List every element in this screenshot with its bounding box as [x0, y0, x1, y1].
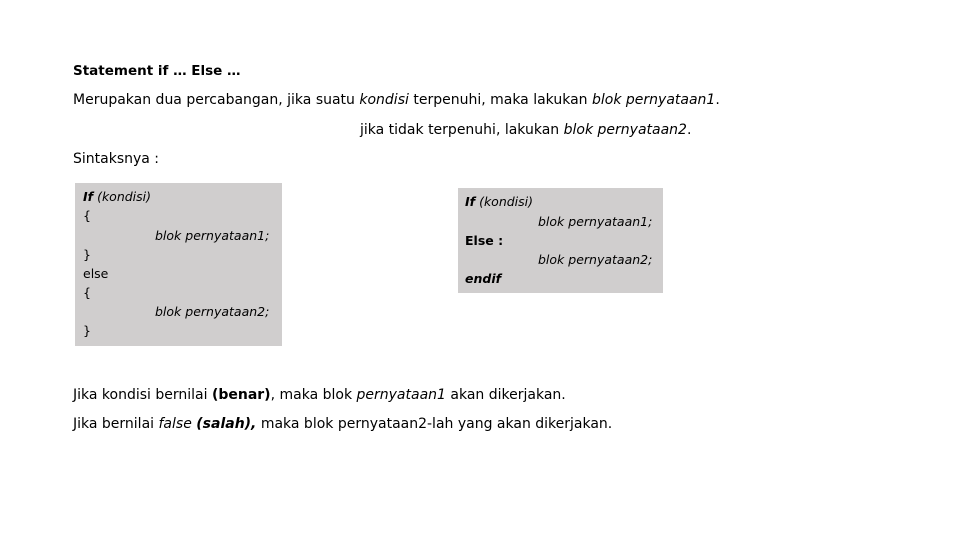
footer-value-salah: (salah),	[196, 416, 257, 432]
footer-text: , maka blok	[270, 387, 357, 403]
syntax-label: Sintaksnya :	[73, 151, 160, 167]
page-title: Statement if … Else …	[73, 63, 241, 79]
code-statement-1: blok pernyataan1;	[155, 228, 270, 243]
code-close-brace: }	[83, 323, 91, 338]
intro-term-block2: blok pernyataan2	[563, 122, 687, 138]
code-keyword-else: Else :	[465, 233, 504, 248]
code-statement-1: blok pernyataan1;	[538, 214, 653, 229]
code-keyword-if: If	[83, 189, 94, 204]
intro-text: jika tidak terpenuhi, lakukan	[360, 122, 564, 138]
code-open-brace: {	[83, 285, 91, 300]
footer-text: akan dikerjakan.	[445, 387, 566, 403]
footer-text: Jika kondisi bernilai	[73, 387, 212, 403]
footer-value-benar: (benar)	[211, 387, 271, 403]
code-condition: (kondisi)	[93, 189, 152, 204]
intro-line-1	[73, 91, 720, 109]
footer-line-2	[73, 415, 612, 433]
code-line-if	[83, 187, 151, 206]
code-statement-2: blok pernyataan2;	[538, 252, 653, 267]
code-statement-2: blok pernyataan2;	[155, 304, 270, 319]
code-condition: (kondisi)	[475, 194, 534, 209]
intro-term-kondisi: kondisi	[359, 92, 409, 108]
code-keyword-else: else	[83, 266, 109, 281]
intro-text: Merupakan dua percabangan, jika suatu	[73, 92, 360, 108]
code-line-if	[465, 192, 533, 211]
footer-term-block1: pernyataan1	[356, 387, 446, 403]
intro-term-block1: blok pernyataan1	[592, 92, 716, 108]
intro-line-2	[360, 121, 691, 139]
intro-text: .	[686, 122, 692, 138]
footer-term-false: false	[158, 416, 192, 432]
intro-text: .	[715, 92, 720, 108]
code-keyword-endif: endif	[465, 271, 502, 286]
code-block-if-else-braces	[75, 183, 282, 346]
intro-text: terpenuhi, maka lakukan	[408, 92, 592, 108]
footer-text: maka blok pernyataan2-lah yang akan dikerjakan.	[256, 416, 613, 432]
code-block-if-else-endif	[458, 188, 663, 293]
footer-text: Jika bernilai	[73, 416, 159, 432]
code-close-brace: }	[83, 247, 91, 262]
footer-line-1	[73, 386, 566, 404]
code-open-brace: {	[83, 208, 91, 223]
code-keyword-if: If	[465, 194, 476, 209]
